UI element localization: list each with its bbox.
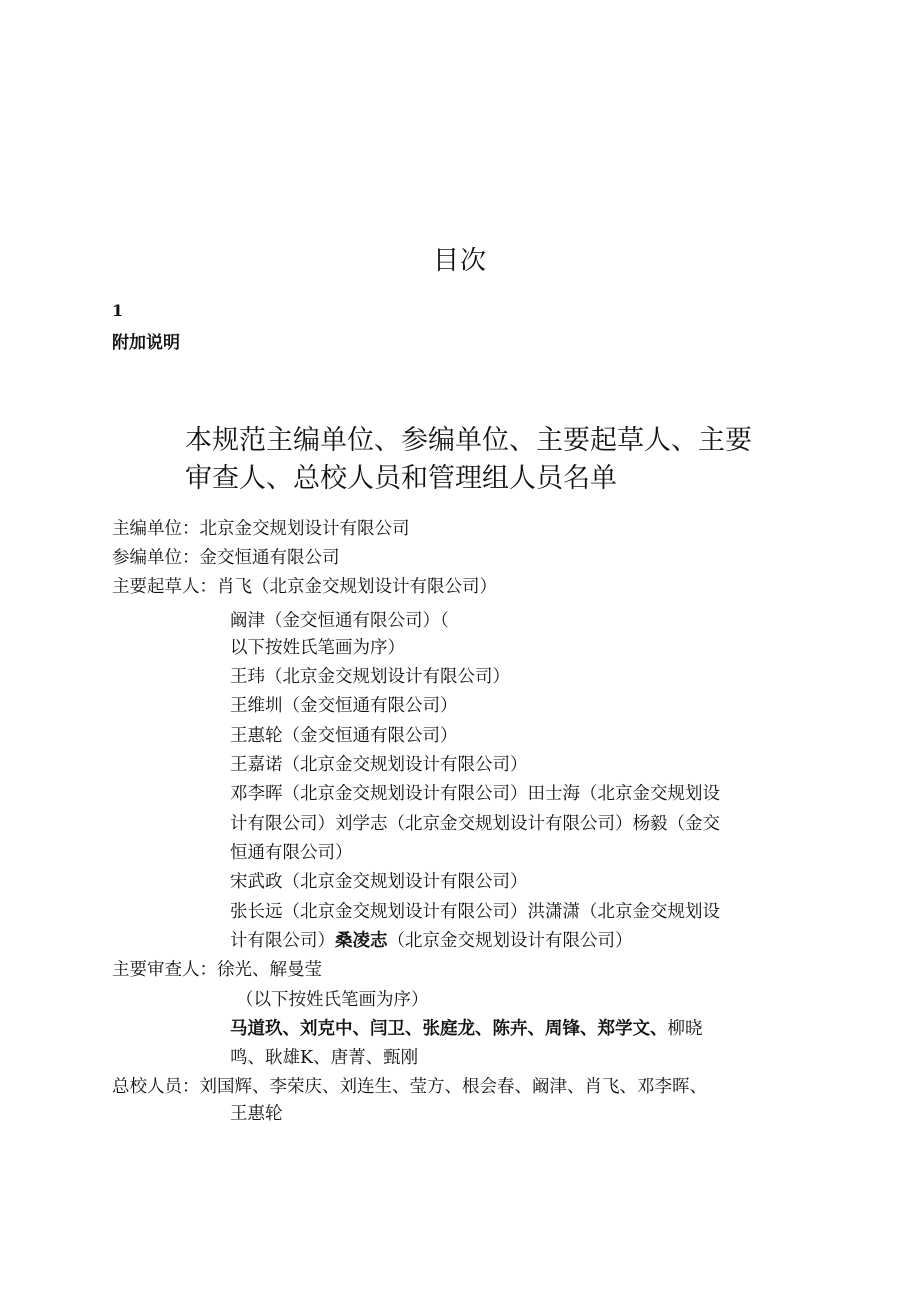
drafter-line: 宋武政（北京金交规划设计有限公司） bbox=[230, 872, 528, 892]
drafter-line: 以下按姓氏笔画为序） bbox=[230, 638, 405, 658]
drafters-label-line: 主要起草人：肖飞（北京金交规划设计有限公司） bbox=[112, 577, 497, 597]
drafter-line bbox=[230, 926, 633, 956]
reviewers-names: 柳晓 bbox=[667, 1019, 703, 1039]
drafter-text: 计有限公司） bbox=[230, 931, 335, 951]
drafter-line: 恒通有限公司） bbox=[230, 843, 353, 863]
reviewers-order-note: （以下按姓氏笔画为序） bbox=[236, 990, 429, 1010]
chief-unit-line: 主编单位：北京金交规划设计有限公司 bbox=[112, 519, 410, 539]
section-heading-line-2: 审查人、总校人员和管理组人员名单 bbox=[185, 463, 617, 494]
reviewers-line bbox=[230, 1014, 703, 1044]
toc-entry-link[interactable]: 附加说明 bbox=[112, 333, 180, 353]
section-heading bbox=[185, 422, 795, 498]
toc-entry-number: 1 bbox=[112, 301, 124, 320]
drafter-line: 王嘉诺（北京金交规划设计有限公司） bbox=[230, 755, 528, 775]
proofreaders-line: 王惠轮 bbox=[230, 1104, 283, 1124]
proofreaders-line: 总校人员：刘国辉、李荣庆、刘连生、莹方、根会春、阚津、肖飞、邓李晖、 bbox=[112, 1077, 707, 1097]
reviewers-line: 鸣、耿雄K、唐菁、甄刚 bbox=[230, 1048, 419, 1068]
drafter-text: （北京金交规划设计有限公司） bbox=[387, 931, 633, 951]
toc-title: 目次 bbox=[432, 246, 487, 276]
reviewers-label-line: 主要审查人：徐光、解曼莹 bbox=[112, 960, 322, 980]
drafter-line: 阚津（金交恒通有限公司）（ bbox=[230, 611, 449, 631]
reviewers-names-bold: 马道玖、刘克中、闫卫、张庭龙、陈卉、周锋、郑学文、 bbox=[230, 1019, 668, 1039]
drafter-line: 王惠轮（金交恒通有限公司） bbox=[230, 726, 458, 746]
drafter-line: 王维圳（金交恒通有限公司） bbox=[230, 696, 458, 716]
co-unit-line: 参编单位：金交恒通有限公司 bbox=[112, 548, 340, 568]
drafter-line: 计有限公司）刘学志（北京金交规划设计有限公司）杨毅（金交 bbox=[230, 814, 720, 834]
drafter-line: 张长远（北京金交规划设计有限公司）洪潇潇（北京金交规划设 bbox=[230, 902, 720, 922]
drafter-name-bold: 桑凌志 bbox=[335, 931, 388, 951]
drafter-line: 邓李晖（北京金交规划设计有限公司）田士海（北京金交规划设 bbox=[230, 784, 720, 804]
drafter-line: 王玮（北京金交规划设计有限公司） bbox=[230, 667, 510, 687]
section-heading-line-1: 本规范主编单位、参编单位、主要起草人、主要 bbox=[185, 425, 752, 456]
